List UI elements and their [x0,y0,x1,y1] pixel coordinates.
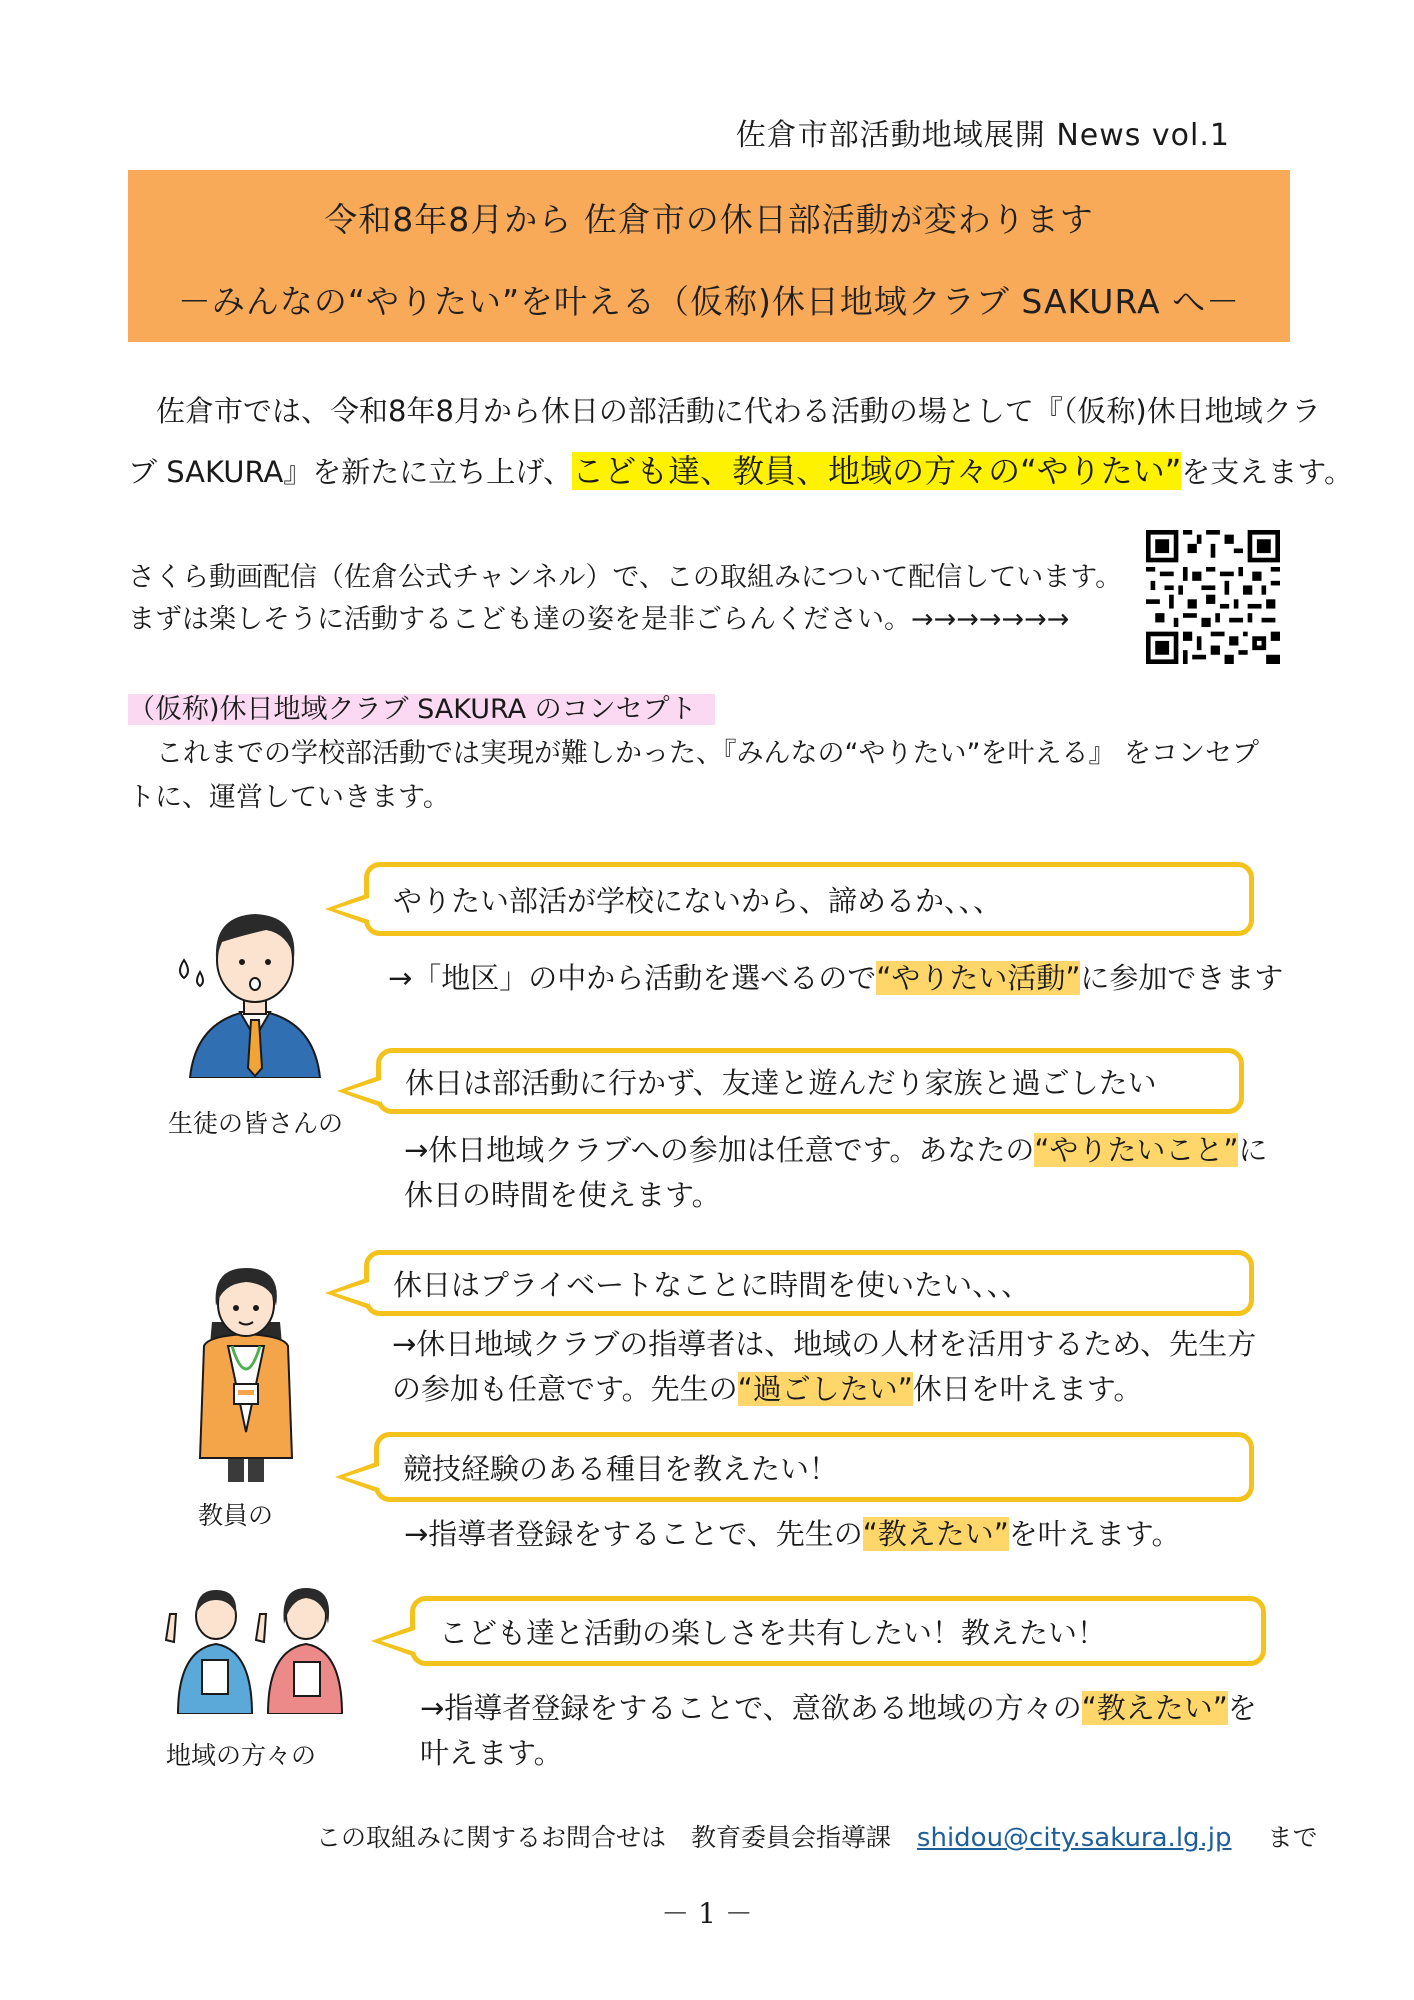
teacher-bubble-1-text: 休日はプライベートなことに時間を使いたい、、、 [393,1267,1031,1302]
answer-line-1 [420,1686,1257,1731]
concept-title [128,694,715,726]
answer-text-end: を叶えます。 [1008,1517,1181,1551]
answer-text: →休日地域クラブへの参加は任意です。あなたの [404,1133,1035,1167]
teacher-bubble-2-text: 競技経験のある種目を教えたい！ [403,1451,839,1486]
community-bubble-1-text: こども達と活動の楽しさを共有したい！教えたい！ [439,1615,1107,1650]
answer-line-2 [392,1367,1256,1412]
answer-text: →「地区」の中から活動を選べるので [388,961,877,995]
student-bubble-1-text: やりたい部活が学校にないから、諦めるか、、、 [393,883,1003,918]
concept-body-1: これまでの学校部活動では実現が難しかった、『みんなの“やりたい”を叶える』 をコンセプ [156,738,1260,769]
answer-line-1: →休日地域クラブの指導者は、地域の人材を活用するため、先生方 [392,1327,1257,1361]
bubble-tail-inner [347,1080,381,1102]
answer-text-end: を [1227,1691,1257,1725]
teacher-answer-2 [404,1512,1180,1557]
video-line-1: さくら動画配信（佐倉公式チャンネル）で、この取組みについて配信しています。 [128,562,1123,593]
student-bubble-1 [364,862,1254,936]
intro-line-1: 佐倉市では、令和8年8月から休日の部活動に代わる活動の場として『（仮称)休日地域クラ [156,394,1321,428]
headline-banner [128,170,1290,342]
concept-body-2: トに、運営していきます。 [128,782,450,813]
answer-highlight: “やりたい活動” [876,961,1081,995]
answer-text-end: に [1238,1133,1268,1167]
answer-highlight: “教えたい” [862,1517,1009,1551]
student-answer-2 [404,1128,1267,1218]
contact-suffix: まで [1267,1823,1318,1852]
answer-line-2: 叶えます。 [420,1735,563,1770]
student-bubble-2 [376,1048,1244,1114]
answer-text-end: 休日を叶えます。 [912,1371,1143,1406]
answer-highlight: “やりたいこと” [1034,1133,1239,1167]
headline-line-1: 令和8年8月から 佐倉市の休日部活動が変わります [324,200,1094,239]
intro-line-2 [128,452,1353,490]
bubble-tail-inner [335,898,369,920]
community-bubble-1 [410,1596,1266,1666]
qr-code-icon[interactable] [1146,530,1280,664]
community-illustration-icon [156,1584,346,1714]
page-number: － 1 － [661,1897,753,1930]
answer-highlight: “過ごしたい” [737,1371,913,1406]
teacher-bubble-2 [374,1432,1254,1502]
student-illustration-icon [170,898,340,1078]
headline-line-2: －みんなの“やりたい”を叶える（仮称)休日地域クラブ SAKURA へ－ [177,282,1241,321]
bubble-tail-inner [345,1466,379,1488]
student-answer-1 [388,956,1283,1001]
answer-text-end: に参加できます [1080,961,1284,995]
video-line-2: まずは楽しそうに活動するこども達の姿を是非ごらんください。→→→→→→→ [128,604,1070,635]
answer-highlight: “教えたい” [1081,1691,1228,1725]
community-answer-1 [420,1686,1257,1776]
intro-text-end: を支えます。 [1181,455,1353,489]
answer-line-2: 休日の時間を使えます。 [404,1177,721,1212]
answer-text: →指導者登録をすることで、先生の [404,1517,863,1551]
teacher-bubble-1 [364,1250,1254,1316]
bubble-tail-inner [381,1630,415,1652]
answer-text: →指導者登録をすることで、意欲ある地域の方々の [420,1691,1082,1725]
answer-line-1 [404,1128,1267,1173]
contact-footer [316,1818,1317,1854]
teacher-answer-1 [392,1322,1256,1412]
students-label: 生徒の皆さんの [168,1109,344,1138]
contact-email-link[interactable]: shidou@city.sakura.lg.jp [916,1823,1232,1853]
community-label: 地域の方々の [166,1741,317,1770]
contact-text: この取組みに関するお問合せは 教育委員会指導課 [316,1823,892,1852]
bubble-tail-inner [335,1282,369,1304]
newsletter-title: 佐倉市部活動地域展開 News vol.1 [735,118,1230,153]
concept-title-text: （仮称)休日地域クラブ SAKURA のコンセプト [128,694,715,725]
intro-text: ブ SAKURA』を新たに立ち上げ、 [128,455,573,489]
intro-highlight: こども達、教員、地域の方々の“やりたい” [572,452,1182,490]
student-bubble-2-text: 休日は部活動に行かず、友達と遊んだり家族と過ごしたい [405,1065,1157,1100]
teachers-label: 教員の [198,1501,274,1530]
answer-text: の参加も任意です。先生の [392,1371,738,1406]
teacher-illustration-icon [186,1262,306,1486]
